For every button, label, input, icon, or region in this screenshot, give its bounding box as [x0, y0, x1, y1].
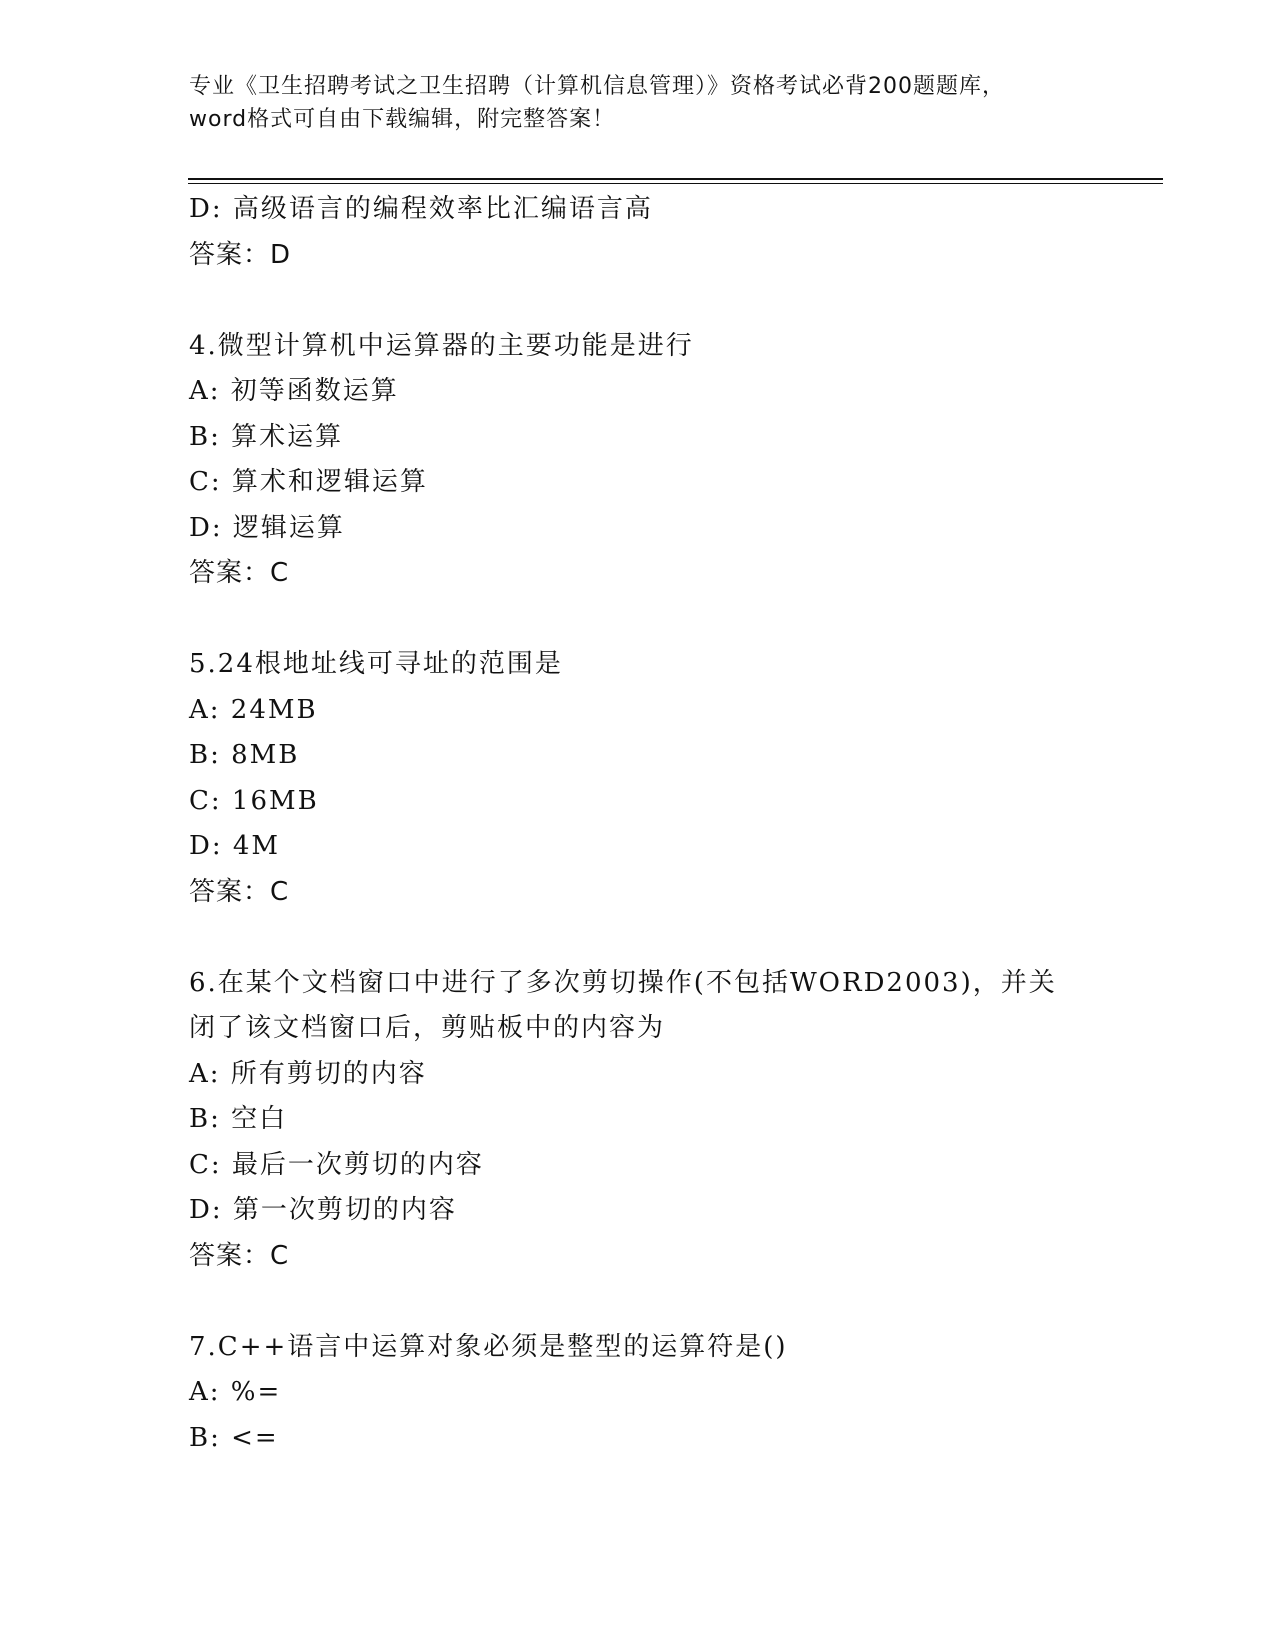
spacer: [189, 278, 1109, 324]
carryover-answer: 答案：D: [189, 239, 292, 270]
option-a: A: %=: [189, 1377, 282, 1407]
option-c: C: 最后一次剪切的内容: [189, 1149, 484, 1180]
option-d: D: 4M: [189, 831, 281, 861]
option-a: A: 初等函数运算: [189, 376, 399, 406]
question-list: [189, 187, 1109, 1461]
spacer: [189, 1279, 1109, 1325]
question-block-6: [189, 961, 1109, 1280]
question-answer: 答案：C: [189, 558, 290, 588]
spacer: [189, 597, 1109, 643]
option-b: B: 8MB: [189, 740, 300, 770]
option-b: B: 空白: [189, 1104, 288, 1134]
spacer: [189, 915, 1109, 961]
document-header: [189, 70, 1089, 136]
option-b: B: <=: [189, 1422, 279, 1453]
option-b: B: 算术运算: [189, 421, 344, 452]
option-a: A: 所有剪切的内容: [189, 1058, 427, 1089]
header-line-1: 专业《卫生招聘考试之卫生招聘（计算机信息管理）》资格考试必背200题题库，: [189, 74, 1005, 99]
option-d: D: 逻辑运算: [189, 512, 345, 543]
carryover-option-d: D: 高级语言的编程效率比汇编语言高: [189, 194, 653, 224]
question-text: 7.C++语言中运算对象必须是整型的运算符是(): [189, 1331, 788, 1362]
option-c: C: 算术和逻辑运算: [189, 467, 428, 497]
question-text: 5.24根地址线可寻址的范围是: [189, 649, 563, 679]
question-block-5: [189, 642, 1109, 915]
question-text: 6.在某个文档窗口中进行了多次剪切操作(不包括WORD2003)，并关闭了该文档窗口后，剪贴板中的内容为: [189, 967, 1057, 1043]
question-block-7: [189, 1325, 1109, 1462]
option-d: D: 第一次剪切的内容: [189, 1195, 457, 1225]
question-answer: 答案：C: [189, 1240, 290, 1271]
question-answer: 答案：C: [189, 876, 290, 907]
header-rule-thin: [188, 183, 1163, 184]
question-text: 4.微型计算机中运算器的主要功能是进行: [189, 330, 694, 361]
option-a: A: 24MB: [189, 694, 318, 725]
header-rule-thick: [188, 178, 1163, 180]
header-line-2: word格式可自由下载编辑，附完整答案！: [189, 107, 616, 132]
option-c: C: 16MB: [189, 785, 319, 816]
question-block-4: [189, 324, 1109, 597]
